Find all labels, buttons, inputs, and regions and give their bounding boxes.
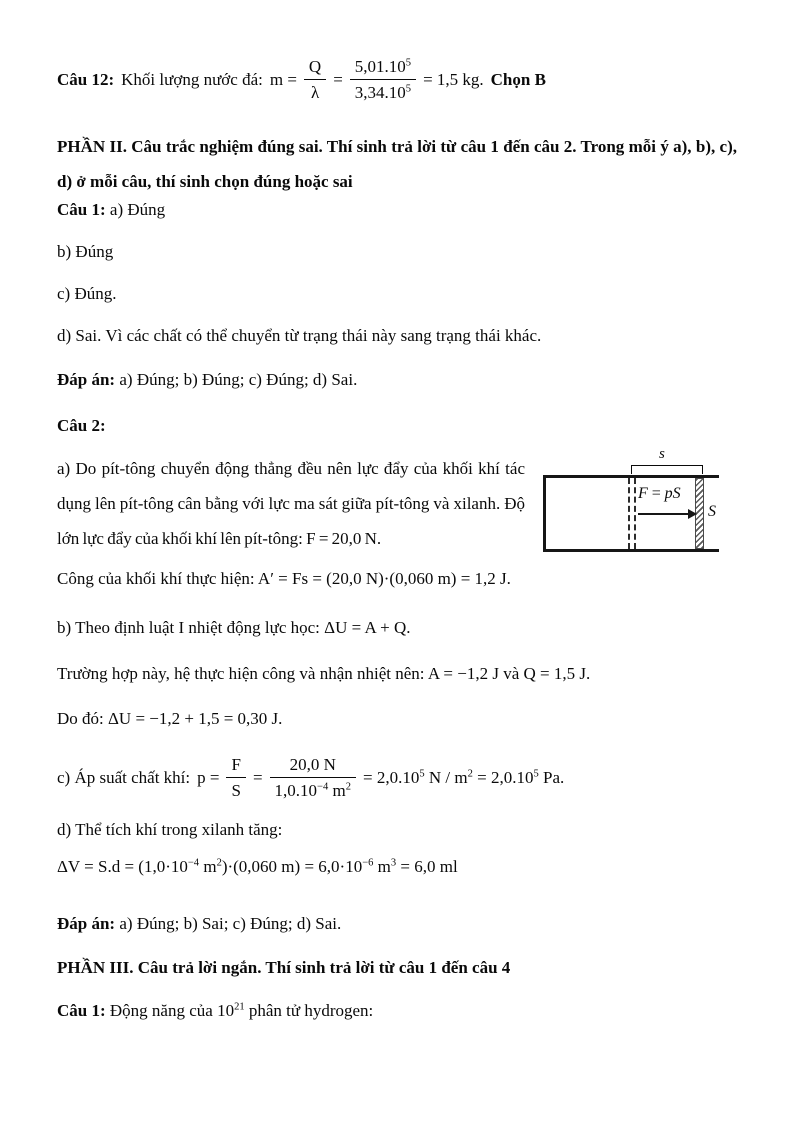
cau12-formula-pre: m = [269,69,297,89]
piston-initial-position-dashed-line [628,478,630,549]
paragraph-cau2-a [57,446,737,556]
paragraph-cau1-d [57,325,737,347]
cau2-b-formula: ΔU = A + Q. [324,618,411,637]
paragraph-cau1-a [57,199,737,221]
cau2-work-formula: A′ = Fs = (20,0 N)·(0,060 m) = 1,2 J. [257,569,511,588]
cau2-work-text: Công của khối khí thực hiện: [57,569,255,588]
cau2-c-pre: p = [197,767,220,787]
cau2-b-text: b) Theo định luật I nhiệt động lực học: [57,618,320,637]
phan3-cau1-text: Động năng của $10^{21}$ phân tử hydrogen: [109,1001,374,1020]
cau2-case-formula1: A = −1,2 J [427,664,499,683]
paragraph-cau2-answer [57,913,737,935]
fraction-numerator: 20,0 N [270,754,356,778]
arrow-head [688,509,697,519]
fraction-numerator: Q [304,56,326,80]
paragraph-phan3-cau1 [57,1000,737,1022]
fraction-f-s [226,754,245,801]
fraction-numerator: F [226,754,245,778]
paragraph-cau2-volume [57,855,737,879]
paragraph-cau1-answer [57,369,737,391]
paragraph-cau2-c [57,754,737,801]
fraction-numerator: 5,01.10$^5$ [350,56,416,80]
paragraph-cau2-label [57,415,737,437]
fraction-denominator: λ [310,83,320,102]
phan2-heading: PHẦN II. Câu trắc nghiệm đúng sai. Thí sinh trả lời từ câu 1 đến câu 2. Trong mỗi ý a), b), c), d) ở mỗi câu, thí sinh chọn đúng hoặc sai [57,137,737,191]
paragraph-cau2-case [57,663,737,685]
cau2-dodo-text: Do đó: [57,709,104,728]
cau2-case-text: Trường hợp này, hệ thực hiện công và nhận nhiệt nên: [57,664,425,683]
cau1-b: b) Đúng [57,242,114,261]
paragraph-cau1-c [57,283,737,305]
cau2-dodo-formula: ΔU = −1,2 + 1,5 = 0,30 J. [108,709,283,728]
cau12-formula-result: = 1,5 kg. [423,69,484,89]
cau12-choice: Chọn B [490,69,546,89]
cau12-label: Câu 12: [57,69,115,89]
fraction-values [350,56,416,103]
cau2-c-result: = $2,0.10^5$ $N / m^2 = 2,0.10^5$ Pa. [363,767,565,787]
cau12-lead: Khối lượng nước đá: [121,69,263,89]
cau2-d-text: d) Thể tích khí trong xilanh tăng: [57,820,283,839]
paragraph-cau2-dodo [57,708,737,730]
cau2-label: Câu 2: [57,416,106,435]
cau1-d: d) Sai. Vì các chất có thể chuyển từ trạng thái này sang trạng thái khác. [57,326,542,345]
cau1-answer: a) Đúng; b) Đúng; c) Đúng; d) Sai. [119,370,358,389]
fraction-pressure-values [270,754,356,801]
paragraph-cau2-b [57,617,737,639]
cau2-a-text: a) Do pít-tông chuyển động thẳng đều nên lực đẩy của khối khí tác dụng lên pít-tông cân bằng với lực ma sát giữa pít-tông và xilanh. Độ lớn lực đẩy của khối khí lên pít-tông: [57,459,525,548]
fraction-q-lambda [304,56,326,103]
cau2-d-formula: $\Delta V = S.d = (1,0\cdot 10^{-4}$ $m^2)\cdot(0,060$ $m) = 6,0\cdot 10^{-6}$ $m^3 = 6,0$ ml [57,857,458,876]
answer-label: Đáp án: [57,370,116,389]
cau1-c: c) Đúng. [57,284,117,303]
cau2-a-formula: F = 20,0 N. [306,529,382,548]
displacement-bracket [631,465,703,474]
cylinder-left-wall [543,475,546,552]
fraction-denominator: $1,0.10^{-4}$ $m^2$ [274,781,352,800]
cau2-c-mid: = [252,767,263,787]
paragraph-cau1-b [57,241,737,263]
piston-initial-position-dashed-line [634,478,636,549]
answer-label: Đáp án: [57,914,116,933]
fraction-denominator: S [231,781,241,800]
displacement-s-label: s [659,446,665,462]
cau1-label: Câu 1: [57,200,106,219]
cau2-case-formula2: Q = 1,5 J. [523,664,591,683]
phan3-heading: PHẦN III. Câu trả lời ngắn. Thí sinh trả lời từ câu 1 đến câu 4 [57,958,511,977]
paragraph-cau2-d [57,819,737,841]
paragraph-cau12 [57,56,737,103]
cylinder-top-wall [543,475,719,478]
cau2-answer: a) Đúng; b) Sai; c) Đúng; d) Sai. [119,914,342,933]
cau12-formula-mid: = [333,69,343,89]
fraction-denominator: 3,34.10$^5$ [354,83,412,102]
piston-cylinder-figure [541,446,737,553]
cau2-case-and: và [503,664,520,683]
cau1-a: a) Đúng [109,200,166,219]
cylinder-bottom-wall [543,549,719,552]
piston-area-label: S [708,503,716,520]
cau2-c-text: c) Áp suất chất khí: [57,767,191,787]
force-arrow [638,513,688,515]
force-equation-label: F = pS [638,485,681,502]
phan3-cau1-label: Câu 1: [57,1001,106,1020]
paragraph-cau2-work [57,568,737,590]
